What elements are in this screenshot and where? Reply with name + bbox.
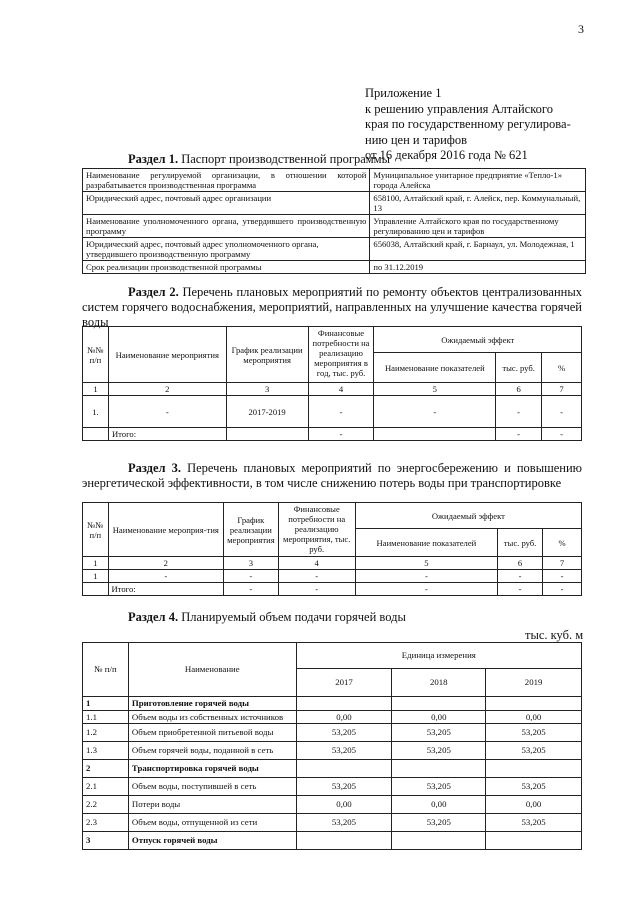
colnum: 1 bbox=[83, 557, 109, 570]
row-num: 1.3 bbox=[83, 742, 129, 760]
section1-title-text: Паспорт производственной программы bbox=[178, 152, 390, 166]
table-row bbox=[83, 238, 586, 261]
row-value: 53,205 bbox=[296, 724, 392, 742]
row-value: 53,205 bbox=[486, 778, 582, 796]
row-value: 53,205 bbox=[392, 814, 486, 832]
row-value bbox=[486, 760, 582, 778]
row-num: 2.1 bbox=[83, 778, 129, 796]
col-percent-header: % bbox=[543, 529, 582, 557]
appendix-line: Приложение 1 bbox=[365, 86, 442, 100]
row-name: Объем горячей воды, поданной в сеть bbox=[128, 742, 296, 760]
table-row bbox=[83, 796, 582, 814]
cell: 1. bbox=[83, 396, 109, 428]
colnum: 4 bbox=[308, 383, 374, 396]
appendix-line: края по государственному регулирова- bbox=[365, 117, 571, 132]
row-value: 0,00 bbox=[392, 710, 486, 724]
colnum: 3 bbox=[226, 383, 308, 396]
col-finance-header: Финансовые потребности на реализацию мероприятия в год, тыс. руб. bbox=[308, 327, 374, 383]
row-value bbox=[296, 760, 392, 778]
total-label: Итого: bbox=[108, 428, 226, 441]
year-header: 2018 bbox=[392, 669, 486, 697]
cell: - bbox=[496, 428, 542, 441]
row-value: 0,00 bbox=[296, 796, 392, 814]
row-num: 2.3 bbox=[83, 814, 129, 832]
table-row bbox=[83, 396, 582, 428]
row-name: Объем воды из собственных источников bbox=[128, 710, 296, 724]
cell: - bbox=[542, 428, 582, 441]
cell: - bbox=[374, 396, 496, 428]
cell: - bbox=[108, 396, 226, 428]
empty-cell bbox=[226, 428, 308, 441]
col-num-header: №№ п/п bbox=[83, 327, 109, 383]
row-value: 0,00 bbox=[486, 796, 582, 814]
colnum: 6 bbox=[498, 557, 543, 570]
row-num: 2 bbox=[83, 760, 129, 778]
row-value bbox=[392, 697, 486, 711]
row-value bbox=[392, 832, 486, 850]
empty-cell bbox=[83, 583, 109, 596]
colnum: 2 bbox=[108, 557, 224, 570]
col-thousand-header: тыс. руб. bbox=[498, 529, 543, 557]
col-indicator-header: Наименование показателей bbox=[374, 353, 496, 383]
row-value: 53,205 bbox=[392, 742, 486, 760]
row-value bbox=[486, 832, 582, 850]
col-name-header: Наименование мероприя-тия bbox=[108, 503, 224, 557]
table-row bbox=[83, 814, 582, 832]
section1-title bbox=[128, 152, 390, 167]
cell: - bbox=[498, 570, 543, 583]
colnum: 7 bbox=[543, 557, 582, 570]
row-name: Объем приобретенной питьевой воды bbox=[128, 724, 296, 742]
section4-title-bold: Раздел 4. bbox=[128, 610, 179, 624]
colnum: 6 bbox=[496, 383, 542, 396]
section2-title-bold: Раздел 2. bbox=[128, 285, 179, 299]
col-num-header: № п/п bbox=[83, 643, 129, 697]
row-value: 0,00 bbox=[392, 796, 486, 814]
section4-title bbox=[128, 610, 406, 625]
cell: - bbox=[224, 583, 279, 596]
col-num-header: №№ п/п bbox=[83, 503, 109, 557]
row-name: Отпуск горячей воды bbox=[128, 832, 296, 850]
cell: - bbox=[224, 570, 279, 583]
section3-title-bold: Раздел 3. bbox=[128, 461, 182, 475]
table-row bbox=[83, 710, 582, 724]
row-value: 53,205 bbox=[486, 814, 582, 832]
cell: - bbox=[278, 570, 355, 583]
table-row bbox=[83, 261, 586, 274]
row-num: 1.1 bbox=[83, 710, 129, 724]
cell: - bbox=[108, 570, 224, 583]
table-row bbox=[83, 557, 582, 570]
col-indicator-header: Наименование показателей bbox=[355, 529, 497, 557]
colnum: 7 bbox=[542, 383, 582, 396]
page-number: 3 bbox=[578, 22, 584, 36]
row-value: 53,205 bbox=[392, 778, 486, 796]
table-header-row bbox=[83, 503, 582, 529]
row-value: 53,205 bbox=[486, 742, 582, 760]
row-value bbox=[486, 697, 582, 711]
passport-label: Юридический адрес, почтовый адрес организации bbox=[83, 192, 370, 215]
energy-measures-table bbox=[82, 502, 582, 596]
row-num: 2.2 bbox=[83, 796, 129, 814]
passport-value: 656038, Алтайский край, г. Барнаул, ул. Молодежная, 1 bbox=[370, 238, 586, 261]
cell: - bbox=[543, 570, 582, 583]
passport-label: Наименование уполномоченного органа, утвердившего производственную программу bbox=[83, 215, 370, 238]
row-num: 1 bbox=[83, 697, 129, 711]
colnum: 1 bbox=[83, 383, 109, 396]
table-row bbox=[83, 215, 586, 238]
empty-cell bbox=[374, 428, 496, 441]
appendix-line: нию цен и тарифов bbox=[365, 132, 468, 147]
table-row bbox=[83, 724, 582, 742]
table-row bbox=[83, 570, 582, 583]
table-header-row bbox=[83, 327, 582, 353]
cell: - bbox=[278, 583, 355, 596]
col-finance-header: Финансовые потребности на реализацию мероприятия, тыс. руб. bbox=[278, 503, 355, 557]
hot-water-volume-table bbox=[82, 642, 582, 850]
total-label: Итого: bbox=[108, 583, 224, 596]
col-effect-header: Ожидаемый эффект bbox=[374, 327, 582, 353]
col-name-header: Наименование bbox=[128, 643, 296, 697]
cell: - bbox=[355, 570, 497, 583]
appendix-line: к решению управления Алтайского bbox=[365, 101, 553, 116]
appendix-line: от 16 декабря 2016 года № 621 bbox=[365, 148, 528, 163]
col-name-header: Наименование мероприятия bbox=[108, 327, 226, 383]
colnum: 5 bbox=[374, 383, 496, 396]
table-row bbox=[83, 778, 582, 796]
passport-value: Муниципальное унитарное предприятие «Тепло-1» города Алейска bbox=[370, 169, 586, 192]
passport-value: по 31.12.2019 bbox=[370, 261, 586, 274]
passport-table bbox=[82, 168, 586, 274]
table-row bbox=[83, 697, 582, 711]
row-value: 53,205 bbox=[296, 814, 392, 832]
table-row bbox=[83, 383, 582, 396]
section1-title-bold: Раздел 1. bbox=[128, 152, 179, 166]
colnum: 5 bbox=[355, 557, 497, 570]
section4-title-text: Планируемый объем подачи горячей воды bbox=[178, 610, 406, 624]
col-percent-header: % bbox=[542, 353, 582, 383]
row-name: Приготовление горячей воды bbox=[128, 697, 296, 711]
section2-title bbox=[82, 285, 582, 330]
cell: - bbox=[498, 583, 543, 596]
table-total-row bbox=[83, 428, 582, 441]
col-measure-header: Единица измерения bbox=[296, 643, 581, 669]
year-header: 2019 bbox=[486, 669, 582, 697]
row-value: 0,00 bbox=[296, 710, 392, 724]
row-num: 1.2 bbox=[83, 724, 129, 742]
cell: - bbox=[308, 428, 374, 441]
passport-label: Юридический адрес, почтовый адрес уполномоченного органа, утвердившего производственную программу bbox=[83, 238, 370, 261]
empty-cell bbox=[83, 428, 109, 441]
cell: 1 bbox=[83, 570, 109, 583]
row-num: 3 bbox=[83, 832, 129, 850]
section2-title-text: Перечень плановых мероприятий по ремонту объектов централизованных систем горячего водоснабжения, мероприятий, направленных на улучшение качества горячей воды bbox=[82, 285, 582, 329]
section3-title-text: Перечень плановых мероприятий по энергосбережению и повышению энергетической эффективности, в том числе снижению потерь воды при транспортировке bbox=[82, 461, 582, 490]
colnum: 3 bbox=[224, 557, 279, 570]
row-name: Транспортировка горячей воды bbox=[128, 760, 296, 778]
col-schedule-header: График реализации мероприятия bbox=[224, 503, 279, 557]
col-schedule-header: График реализации мероприятия bbox=[226, 327, 308, 383]
table-row bbox=[83, 832, 582, 850]
cell: - bbox=[542, 396, 582, 428]
colnum: 4 bbox=[278, 557, 355, 570]
passport-label: Срок реализации производственной программы bbox=[83, 261, 370, 274]
cell: - bbox=[308, 396, 374, 428]
passport-value: 658100, Алтайский край, г. Алейск, пер. Коммунальный, 13 bbox=[370, 192, 586, 215]
passport-value: Управление Алтайского края по государственному регулированию цен и тарифов bbox=[370, 215, 586, 238]
year-header: 2017 bbox=[296, 669, 392, 697]
row-name: Потери воды bbox=[128, 796, 296, 814]
cell: - bbox=[496, 396, 542, 428]
col-thousand-header: тыс. руб. bbox=[496, 353, 542, 383]
row-value bbox=[392, 760, 486, 778]
row-value: 53,205 bbox=[486, 724, 582, 742]
section3-title bbox=[82, 461, 582, 491]
table-row bbox=[83, 192, 586, 215]
row-value bbox=[296, 832, 392, 850]
unit-label: тыс. куб. м bbox=[525, 628, 584, 642]
repair-measures-table bbox=[82, 326, 582, 441]
row-name: Объем воды, отпущенной из сети bbox=[128, 814, 296, 832]
table-row bbox=[83, 760, 582, 778]
cell: - bbox=[543, 583, 582, 596]
row-value: 53,205 bbox=[296, 778, 392, 796]
colnum: 2 bbox=[108, 383, 226, 396]
passport-label: Наименование регулируемой организации, в отношении которой разрабатывается производственная программа bbox=[83, 169, 370, 192]
cell: - bbox=[355, 583, 497, 596]
row-value: 0,00 bbox=[486, 710, 582, 724]
table-row bbox=[83, 742, 582, 760]
col-effect-header: Ожидаемый эффект bbox=[355, 503, 581, 529]
appendix-header bbox=[365, 86, 605, 164]
row-value: 53,205 bbox=[392, 724, 486, 742]
table-total-row bbox=[83, 583, 582, 596]
table-row bbox=[83, 169, 586, 192]
table-header-row bbox=[83, 643, 582, 669]
row-value: 53,205 bbox=[296, 742, 392, 760]
row-value bbox=[296, 697, 392, 711]
row-name: Объем воды, поступившей в сеть bbox=[128, 778, 296, 796]
cell: 2017-2019 bbox=[226, 396, 308, 428]
